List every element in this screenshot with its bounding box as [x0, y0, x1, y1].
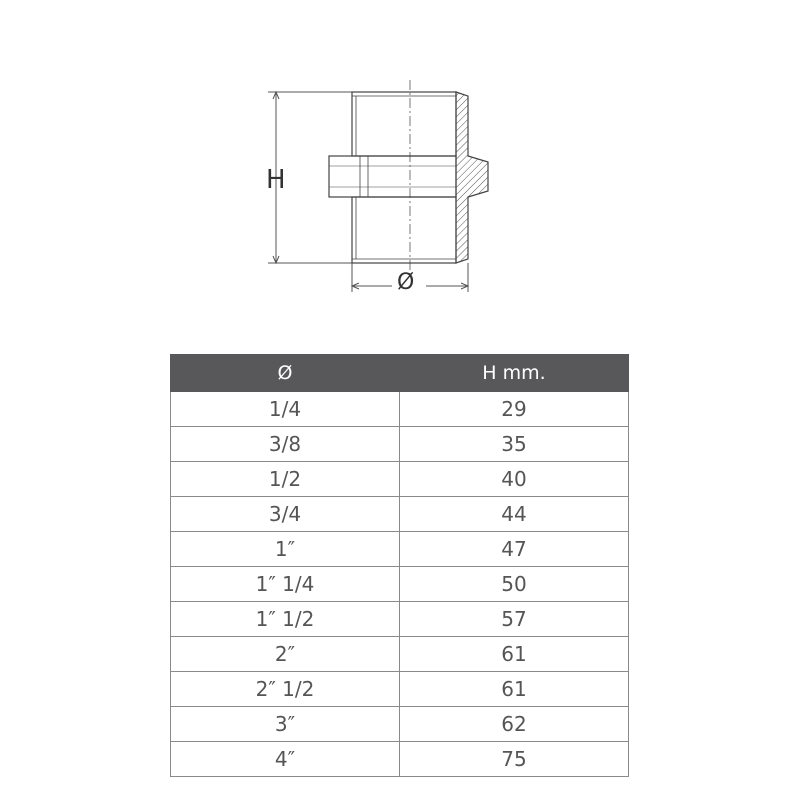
- cell-diameter: 4″: [171, 742, 400, 777]
- cell-height: 47: [400, 532, 629, 567]
- cell-diameter: 2″ 1/2: [171, 672, 400, 707]
- cell-height: 50: [400, 567, 629, 602]
- table-row: [171, 497, 629, 532]
- cell-diameter: 2″: [171, 637, 400, 672]
- table-row: [171, 532, 629, 567]
- cell-diameter: 3/8: [171, 427, 400, 462]
- column-header-height: H mm.: [400, 355, 629, 392]
- cell-diameter: 3″: [171, 707, 400, 742]
- table-row: [171, 742, 629, 777]
- height-label: H: [266, 165, 286, 195]
- section-hatch: [456, 92, 488, 263]
- table-header-row: [171, 355, 629, 392]
- diameter-label: Ø: [397, 270, 415, 295]
- cell-diameter: 1″ 1/4: [171, 567, 400, 602]
- cell-diameter: 3/4: [171, 497, 400, 532]
- table-row: [171, 427, 629, 462]
- cell-height: 29: [400, 392, 629, 427]
- cell-diameter: 1″: [171, 532, 400, 567]
- dimensions-table: [170, 354, 629, 777]
- cell-diameter: 1/4: [171, 392, 400, 427]
- cell-height: 57: [400, 602, 629, 637]
- table-row: [171, 602, 629, 637]
- fitting-body: [329, 92, 456, 263]
- cell-height: 35: [400, 427, 629, 462]
- cell-height: 62: [400, 707, 629, 742]
- column-header-diameter: Ø: [171, 355, 400, 392]
- cell-height: 40: [400, 462, 629, 497]
- cell-height: 61: [400, 637, 629, 672]
- cell-diameter: 1/2: [171, 462, 400, 497]
- cell-height: 75: [400, 742, 629, 777]
- cell-height: 61: [400, 672, 629, 707]
- table-row: [171, 637, 629, 672]
- table-row: [171, 672, 629, 707]
- table-row: [171, 707, 629, 742]
- table-row: [171, 567, 629, 602]
- cell-height: 44: [400, 497, 629, 532]
- table-row: [171, 392, 629, 427]
- table-row: [171, 462, 629, 497]
- cell-diameter: 1″ 1/2: [171, 602, 400, 637]
